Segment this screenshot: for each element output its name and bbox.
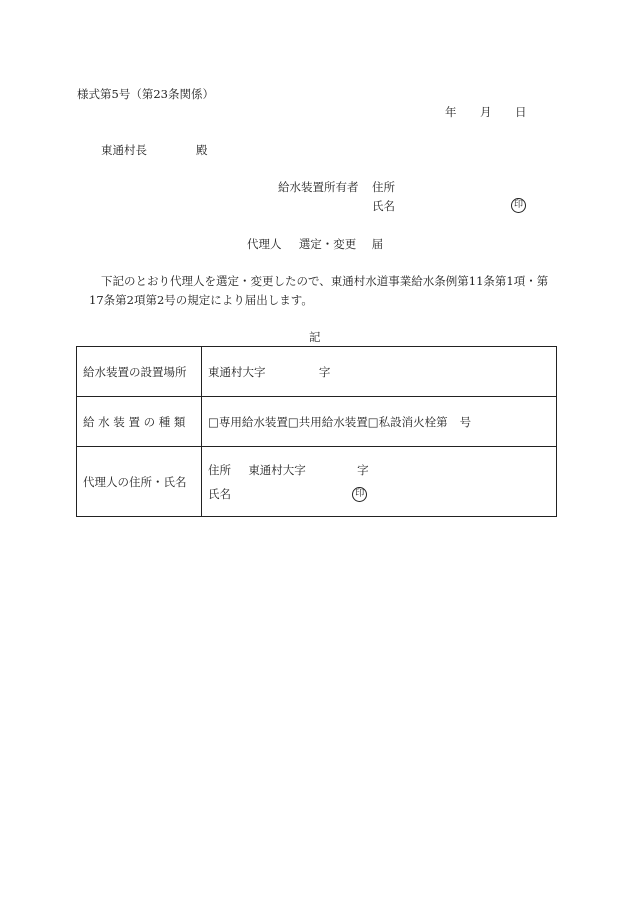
applicant-address-label: 住所 bbox=[372, 180, 395, 194]
body-line-2: 17条第2項第2号の規定により届出します。 bbox=[89, 293, 313, 307]
option-shared[interactable]: □共用給水装置 bbox=[287, 414, 368, 429]
option-hydrant-number-suffix: 号 bbox=[459, 414, 472, 429]
installation-location-label: 給水装置の設置場所 bbox=[77, 347, 202, 397]
seal-mark: 印 bbox=[511, 198, 526, 213]
agent-address-line bbox=[208, 458, 550, 482]
applicant-seal bbox=[511, 197, 526, 213]
date-month-label: 月 bbox=[480, 105, 492, 119]
agent-address-suffix: 字 bbox=[357, 462, 369, 477]
location-prefix: 東通村大字 bbox=[208, 364, 266, 379]
agent-seal: 印 bbox=[352, 487, 367, 502]
date-day-label: 日 bbox=[515, 105, 527, 119]
device-type-label: 給 水 装 置 の 種 類 bbox=[77, 397, 202, 447]
details-table bbox=[76, 346, 557, 517]
addressee-name: 東通村長 bbox=[101, 143, 147, 157]
agent-address-prefix: 東通村大字 bbox=[248, 462, 306, 477]
installation-location-value bbox=[202, 347, 557, 397]
option-hydrant[interactable]: □私設消火栓第 bbox=[367, 414, 448, 429]
device-type-value bbox=[202, 397, 557, 447]
title-part-notice: 届 bbox=[371, 237, 384, 251]
note-heading: 記 bbox=[309, 330, 321, 344]
agent-address-label: 住所 bbox=[208, 462, 231, 477]
title-part-select: 選定・変更 bbox=[298, 237, 357, 251]
location-suffix: 字 bbox=[318, 364, 331, 379]
agent-name-label: 氏名 bbox=[208, 486, 231, 501]
body-line-1: 下記のとおり代理人を選定・変更したので、東通村水道事業給水条例第11条第1項・第 bbox=[101, 274, 549, 288]
option-private[interactable]: □専用給水装置 bbox=[208, 414, 288, 429]
table-row bbox=[77, 447, 557, 517]
agent-info-value bbox=[202, 447, 557, 517]
document-title bbox=[247, 236, 383, 252]
agent-info-label: 代理人の住所・氏名 bbox=[77, 447, 202, 517]
date-year-label: 年 bbox=[445, 105, 457, 119]
table-row bbox=[77, 347, 557, 397]
agent-name-line bbox=[208, 482, 550, 506]
table-row bbox=[77, 397, 557, 447]
addressee-honorific: 殿 bbox=[196, 143, 208, 157]
applicant-title: 給水装置所有者 bbox=[278, 180, 359, 194]
applicant-name-label: 氏名 bbox=[372, 199, 395, 213]
form-number: 様式第5号（第23条関係） bbox=[77, 87, 214, 101]
title-part-agent: 代理人 bbox=[247, 237, 282, 251]
